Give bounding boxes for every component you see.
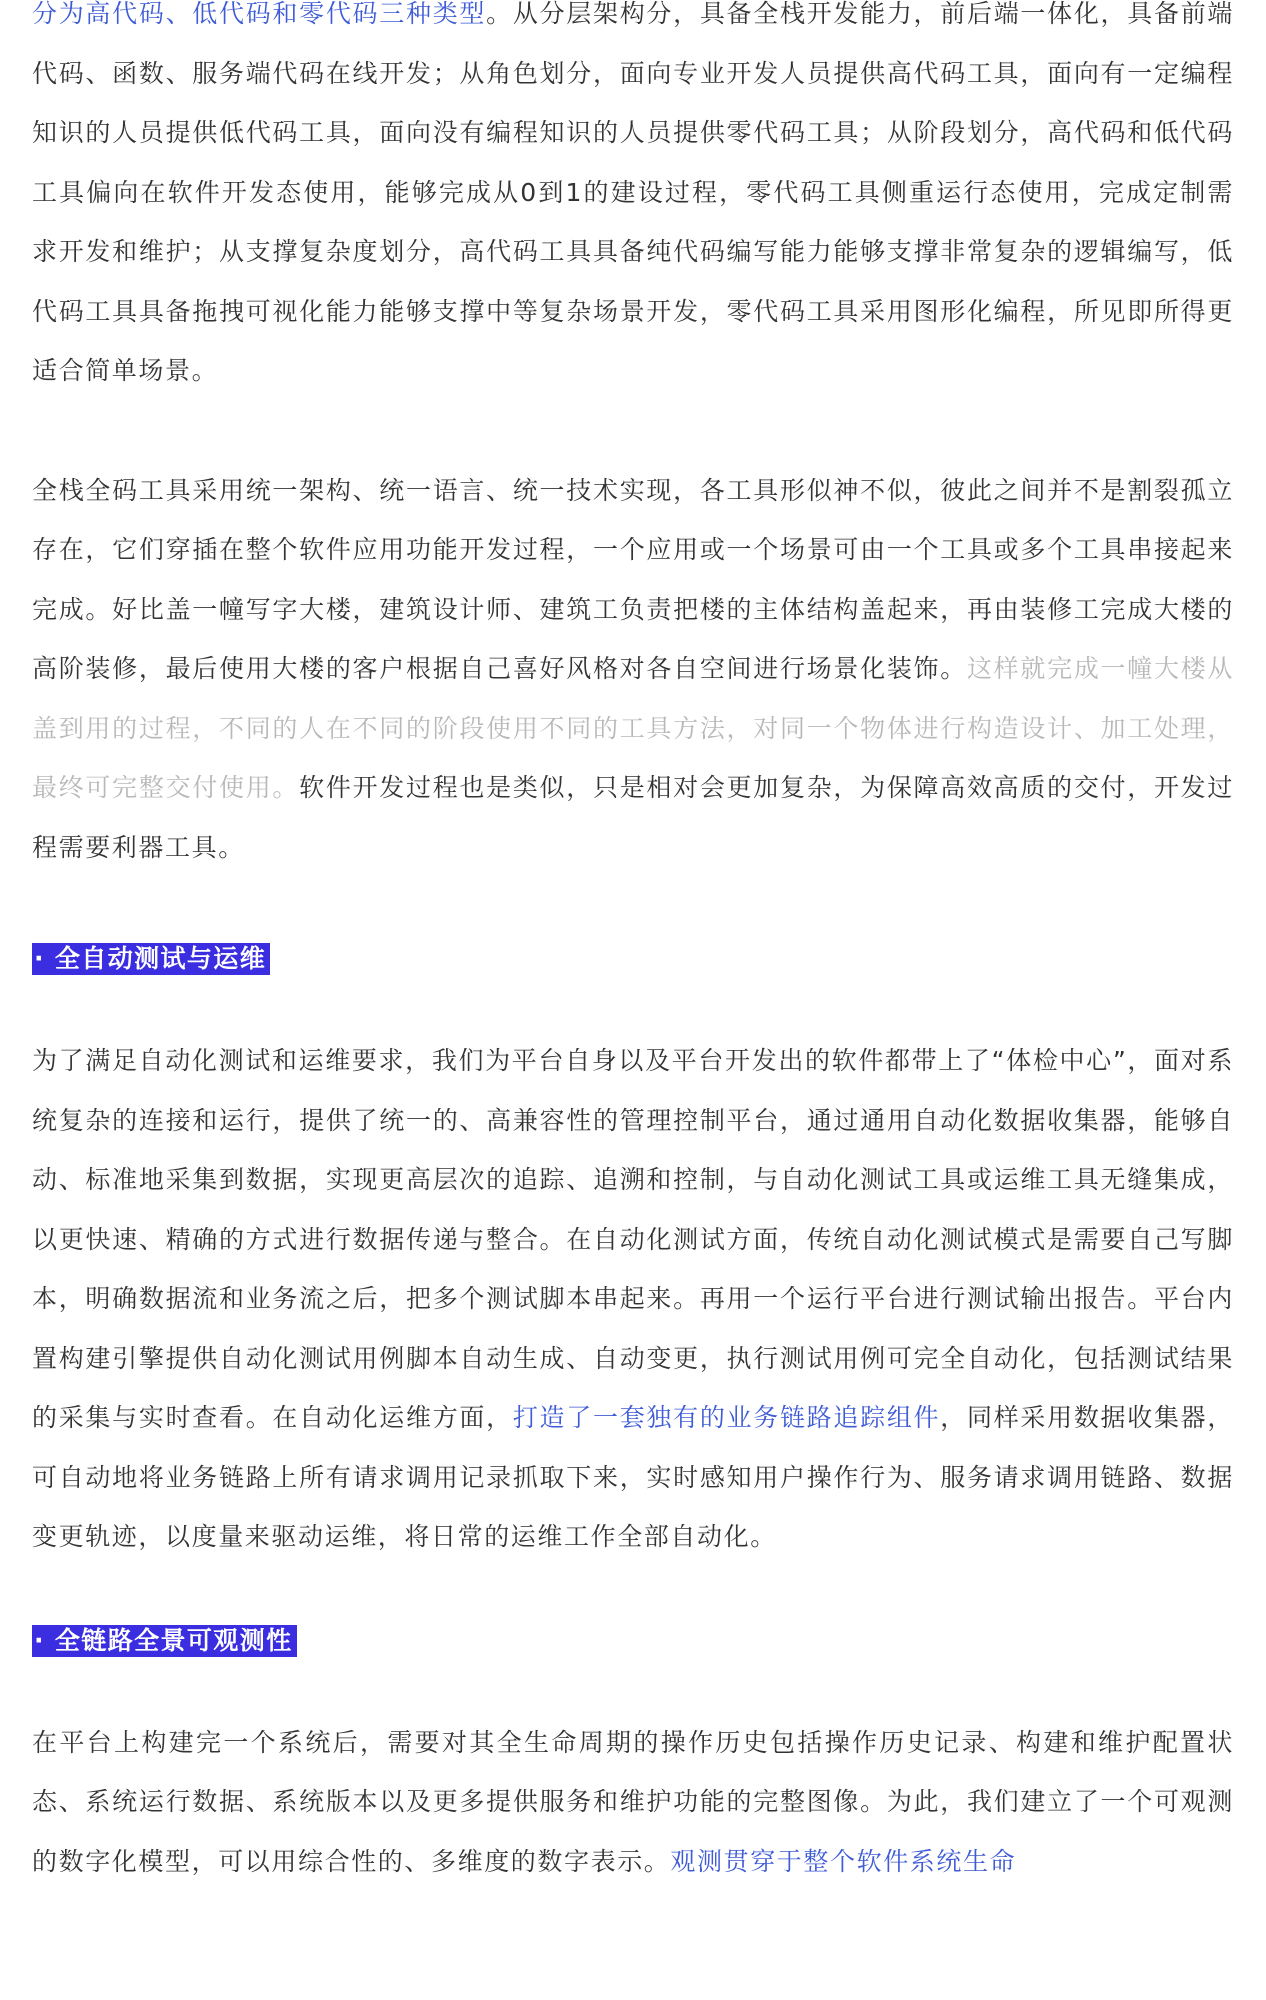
paragraph-tool-types-text: 。从分层架构分，具备全栈开发能力，前后端一体化，具备前端代码、函数、服务端代码在线开发；从角色划分，面向专业开发人员提供高代码工具，面向有一定编程知识的人员提供低代码工具，面向没有编程知识的人员提供零代码工具；从阶段划分，高代码和低代码工具偏向在软件开发态使用，能够完成从0到1的建设过程，零代码工具侧重运行态使用，完成定制需求开发和维护；从支撑复杂度划分，高代码工具具备纯代码编写能力能够支撑非常复杂的逻辑编写，低代码工具具备拖拽可视化能力能够支撑中等复杂场景开发，零代码工具采用图形化编程，所见即所得更适合简单场景。 — [32, 0, 1235, 385]
heading-text: 全链路全景可观测性 — [54, 1625, 293, 1655]
spacer — [32, 877, 1234, 943]
paragraph-full-stack-text-a: 全栈全码工具采用统一架构、统一语言、统一技术实现，各工具形似神不似，彼此之间并不是割裂孤立存在，它们穿插在整个软件应用功能开发过程，一个应用或一个场景可由一个工具或多个工具串接起来完成。好比盖一幢写字大楼，建筑设计师、建筑工负责把楼的主体结构盖起来，再由装修工完成大楼的高阶装修，最后使用大楼的客户根据自己喜好风格对各自空间进行场景化装饰。 — [32, 475, 1234, 683]
article-body — [32, 0, 1234, 1891]
heading-bullet: · — [34, 1625, 45, 1655]
paragraph-full-stack-muted: 这样就完成一幢大楼从盖到用的过程，不同的人在不同的阶段使用不同的工具方法，对同一个物体进行构造设计、加工处理，最终可完整交付使用。 — [32, 654, 1234, 802]
heading-text: 全自动测试与运维 — [54, 944, 267, 973]
spacer — [32, 1567, 1234, 1625]
section-heading-observability — [32, 1625, 297, 1657]
paragraph-observability — [32, 1713, 1234, 1892]
paragraph-auto-testing — [32, 1031, 1234, 1567]
spacer — [32, 1657, 1234, 1713]
link-trace-component[interactable]: 打造了一套独有的业务链路追踪组件 — [512, 1403, 941, 1432]
section-heading-auto-testing — [32, 943, 270, 975]
link-observability[interactable]: 观测贯穿于整个软件系统生命 — [670, 1846, 1017, 1876]
paragraph-observability-text: 在平台上构建完一个系统后，需要对其全生命周期的操作历史包括操作历史记录、构建和维护配置状态、系统运行数据、系统版本以及更多提供服务和维护功能的完整图像。为此，我们建立了一个可观测的数字化模型，可以用综合性的、多维度的数字表示。 — [32, 1727, 1234, 1876]
section-heading-wrap — [32, 1625, 1234, 1657]
paragraph-auto-testing-text-a: 为了满足自动化测试和运维要求，我们为平台自身以及平台开发出的软件都带上了“体检中心”，面对系统复杂的连接和运行，提供了统一的、高兼容性的管理控制平台，通过通用自动化数据收集器，能够自动、标准地采集到数据，实现更高层次的追踪、追溯和控制，与自动化测试工具或运维工具无缝集成，以更快速、精确的方式进行数据传递与整合。在自动化测试方面，传统自动化测试模式是需要自己写脚本，明确数据流和业务流之后，把多个测试脚本串起来。再用一个运行平台进行测试输出报告。平台内置构建引擎提供自动化测试用例脚本自动生成、自动变更，执行测试用例可完全自动化，包括测试结果的采集与实时查看。在自动化运维方面， — [32, 1046, 1234, 1432]
paragraph-tool-types — [32, 0, 1234, 401]
spacer — [32, 975, 1234, 1031]
section-heading-wrap — [32, 943, 1234, 975]
spacer — [32, 401, 1234, 461]
paragraph-full-stack-tools — [32, 461, 1234, 878]
link-tool-types[interactable]: 分为高代码、低代码和零代码三种类型 — [32, 0, 487, 28]
paragraph-full-stack-text-b: 软件开发过程也是类似，只是相对会更加复杂，为保障高效高质的交付，开发过程需要利器工具。 — [32, 773, 1234, 862]
heading-bullet: · — [34, 944, 45, 973]
paragraph-auto-testing-text-b: ，同样采用数据收集器，可自动地将业务链路上所有请求调用记录抓取下来，实时感知用户操作行为、服务请求调用链路、数据变更轨迹，以度量来驱动运维，将日常的运维工作全部自动化。 — [32, 1403, 1234, 1551]
